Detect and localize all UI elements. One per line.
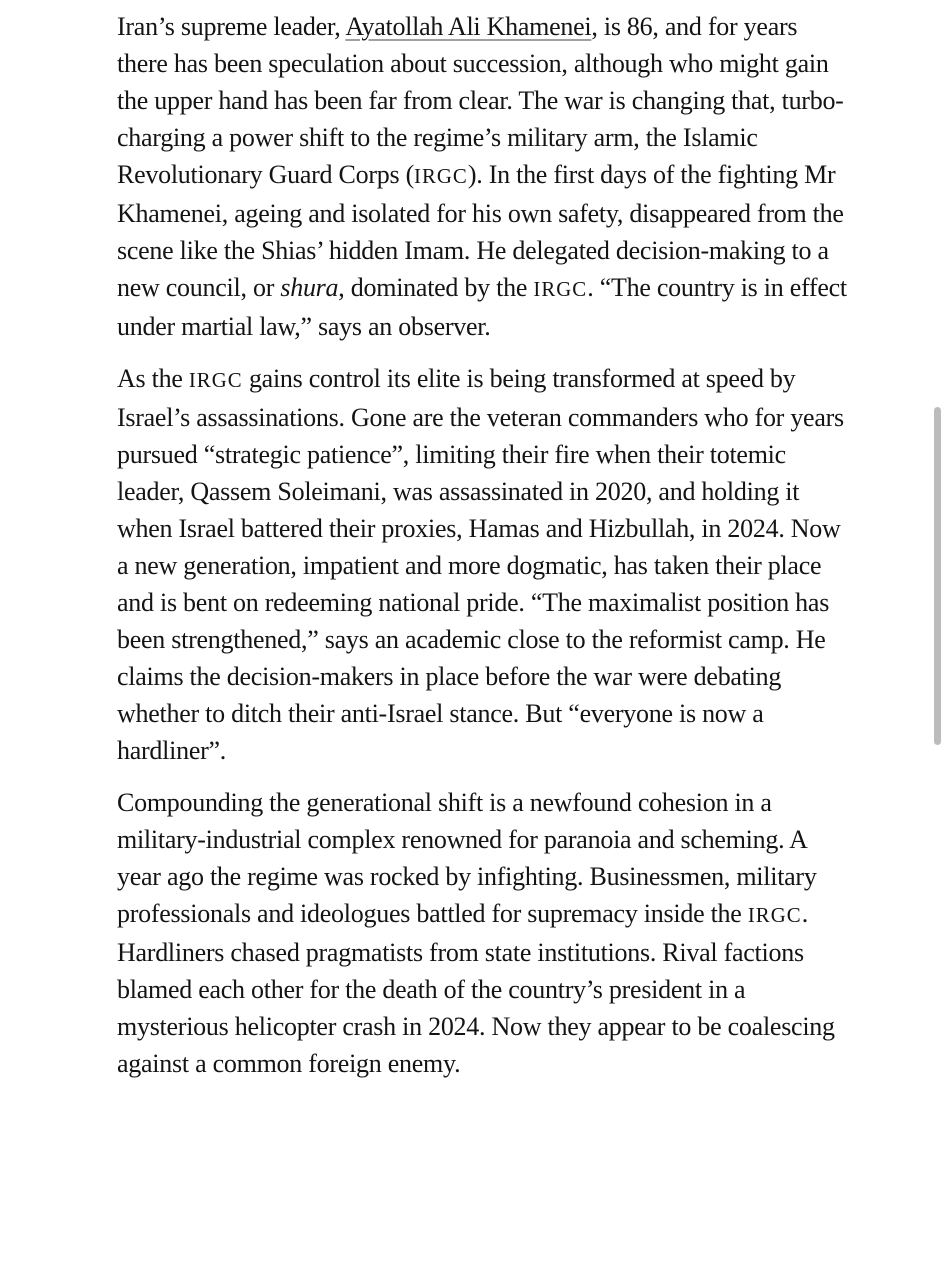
text-run: . “The country is in effect under martial law,” says an observer. [117, 273, 847, 341]
scrollbar-thumb[interactable] [934, 407, 941, 745]
text-run: gains control its elite is being transformed at speed by Israel’s assassinations. Gone are the veteran commanders who for years pursued “strategic patience”, limiting their fire when their totemic leader, Qassem Soleimani, was assassinated in 2020, and holding it when Israel battered their proxies, Hamas and Hizbullah, in 2024. Now a new generation, impatient and more dogmatic, has taken their place and is bent on redeeming national pride. “The maximalist position has been strengthened,” says an academic close to the reformist camp. He claims the decision-makers in place before the war were debating whether to ditch their anti-Israel stance. But “everyone is now a hardliner”. [117, 364, 844, 765]
text-run: ). In the first days of the fighting Mr Khamenei, ageing and isolated for his own safety, disappeared from the scene like the Shias’ hidden Imam. He delegated decision-making to a new council, or [117, 160, 844, 302]
text-run: As the [117, 364, 189, 393]
text-run: . Hardliners chased pragmatists from state institutions. Rival factions blamed each other for the death of the country’s president in a mysterious helicopter crash in 2024. Now they appear to be coalescing against a common foreign enemy. [117, 899, 835, 1078]
text-run: Compounding the generational shift is a newfound cohesion in a military-industrial complex renowned for paranoia and scheming. A year ago the regime was rocked by infighting. Businessmen, military professionals and ideologues battled for supremacy inside the [117, 788, 817, 928]
text-run: , is 86, and for years there has been speculation about succession, although who might gain the upper hand has been far from clear. The war is changing that, turbo-charging a power shift to the regime’s military arm, the Islamic Revolutionary Guard Corps ( [117, 12, 844, 189]
smallcaps-acronym: IRGC [188, 369, 243, 392]
smallcaps-acronym: IRGC [747, 904, 802, 927]
text-run: , dominated by the [338, 273, 534, 302]
khamenei-link[interactable]: Ayatollah Ali Khamenei [345, 12, 592, 41]
smallcaps-acronym: IRGC [413, 165, 468, 188]
italic-term: shura [280, 273, 339, 302]
paragraph [117, 784, 852, 1082]
paragraph [117, 8, 852, 345]
smallcaps-acronym: IRGC [533, 278, 588, 301]
text-run: Iran’s supreme leader, [117, 12, 346, 41]
paragraph [117, 360, 852, 769]
article-body [117, 8, 852, 1097]
